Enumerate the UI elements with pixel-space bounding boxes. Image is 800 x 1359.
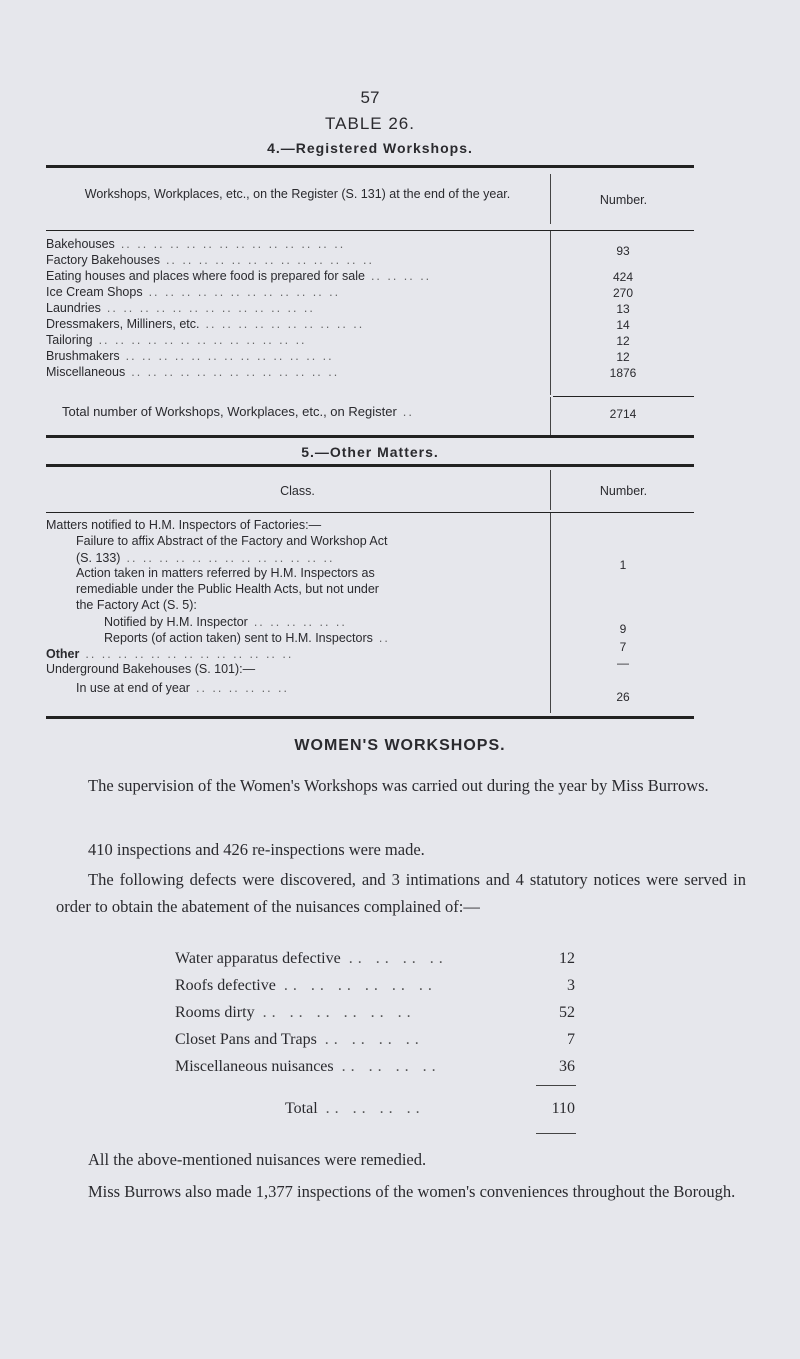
value-bakehouses: 93 [616, 244, 630, 258]
womens-paragraph-supervision: The supervision of the Women's Workshops was carried out during the year by Miss Burrows. [88, 776, 709, 795]
row-brushmakers [46, 348, 546, 364]
section5-title: 5.—Other Matters. [301, 444, 439, 460]
section5-top-rule [46, 464, 694, 467]
leader-dots: .. .. .. .. .. .. .. .. .. .. .. .. .. [125, 349, 334, 363]
value-miscellaneous: 1876 [609, 366, 637, 380]
defect-value: 3 [567, 977, 575, 994]
leader-dots: .. [402, 404, 415, 419]
section5-header-class: Class. [280, 484, 315, 498]
leader-dots: .. .. .. .. .. .. .. .. .. .. .. .. .. [131, 365, 340, 379]
s5-row-reports [104, 630, 546, 646]
defects-sum-rule [536, 1085, 576, 1086]
womens-paragraph-inspections: 410 inspections and 426 re-inspections were made. [88, 840, 425, 859]
total-value: 110 [551, 1100, 575, 1117]
leader-dots: .. .. .. .. .. .. .. .. .. .. .. .. .. [98, 333, 307, 347]
s5-row-notified [104, 614, 546, 630]
top-rule [46, 165, 694, 168]
row-label: Dressmakers, Milliners, etc. [46, 317, 200, 331]
leader-dots: .. .. .. .. .. .. [262, 1004, 416, 1021]
row-label: Bakehouses [46, 237, 115, 251]
defect-value: 52 [559, 1004, 575, 1021]
s5-line-remediable: remediable under the Public Health Acts, but not under [76, 582, 379, 596]
defect-label: Roofs defective [175, 977, 276, 994]
leader-dots: .. .. .. .. .. .. [283, 977, 437, 994]
row-label: Other [46, 647, 80, 661]
section4-title: 4.—Registered Workshops. [267, 140, 473, 156]
value-brushmakers: 12 [616, 350, 630, 364]
section4-end-rule [46, 435, 694, 438]
s5-line-matters: Matters notified to H.M. Inspectors of Factories:— [46, 518, 322, 532]
section5-end-rule [46, 716, 694, 719]
s5-row-in-use [76, 680, 546, 696]
header-rule [46, 230, 694, 231]
leader-dots: .. .. .. .. .. .. .. .. .. .. .. .. .. [106, 301, 315, 315]
row-label: Eating houses and places where food is prepared for sale [46, 269, 365, 283]
row-label: Reports (of action taken) sent to H.M. Inspectors [104, 631, 373, 645]
value-notified: 9 [619, 622, 627, 636]
row-label: Factory Bakehouses [46, 253, 160, 267]
defect-value: 36 [559, 1058, 575, 1075]
s5-line-underground: Underground Bakehouses (S. 101):— [46, 662, 256, 676]
leader-dots: .. .. .. .. [370, 269, 432, 283]
row-bakehouses [46, 236, 546, 252]
s5-line-action: Action taken in matters referred by H.M. Inspectors as [76, 566, 375, 580]
row-label: Laundries [46, 301, 101, 315]
value-laundries: 13 [616, 302, 630, 316]
leader-dots: .. .. .. .. .. .. [195, 681, 290, 695]
row-label: (S. 133) [76, 551, 121, 565]
s5-line-failure: Failure to affix Abstract of the Factory and Workshop Act [76, 534, 388, 548]
row-label: Miscellaneous [46, 365, 126, 379]
section4-header-desc: Workshops, Workplaces, etc., on the Register (S. 131) at the end of the year. [84, 187, 511, 201]
row-dressmakers [46, 316, 546, 332]
defect-total [285, 1098, 575, 1120]
defect-label: Miscellaneous nuisances [175, 1058, 334, 1075]
row-miscellaneous [46, 364, 546, 380]
leader-dots: .. .. .. .. .. .. .. .. .. .. [205, 317, 365, 331]
leader-dots: .. .. .. .. [325, 1100, 425, 1117]
defect-closet [175, 1029, 575, 1051]
defect-value: 12 [559, 950, 575, 967]
page-number: 57 [360, 88, 380, 107]
section5-header-divider [550, 470, 551, 510]
defects-total-rule [536, 1133, 576, 1134]
value-in-use: 26 [616, 690, 630, 704]
leader-dots: .. .. .. .. .. .. .. .. .. .. .. .. [148, 285, 341, 299]
defect-value: 7 [567, 1031, 575, 1048]
womens-paragraph-defects: The following defects were discovered, and 3 intimations and 4 statutory notices were served in order to obtain the abatement of the nuisances complained of:— [56, 870, 746, 916]
row-tailoring [46, 332, 546, 348]
value-s133: 1 [619, 558, 627, 572]
leader-dots: .. .. .. .. .. .. [253, 615, 347, 629]
section5-header-number: Number. [599, 484, 648, 498]
row-label: In use at end of year [76, 681, 190, 695]
leader-dots: .. .. .. .. .. .. .. .. .. .. .. .. .. [126, 551, 335, 565]
row-total-workshops [62, 404, 550, 420]
total-divider [550, 397, 551, 435]
womens-paragraph-remedied: All the above-mentioned nuisances were remedied. [88, 1150, 427, 1169]
s5-row-other [46, 646, 546, 662]
section5-header-rule [46, 512, 694, 513]
total-label: Total number of Workshops, Workplaces, etc., on Register [62, 404, 397, 419]
leader-dots: .. .. .. .. .. .. .. .. .. .. .. .. .. [85, 647, 294, 661]
s5-line-factory-act: the Factory Act (S. 5): [76, 598, 197, 612]
value-other: — [617, 656, 629, 670]
defect-label: Closet Pans and Traps [175, 1031, 317, 1048]
value-ice-cream: 270 [612, 286, 634, 300]
leader-dots: .. .. .. .. [324, 1031, 424, 1048]
section4-body-divider [550, 231, 551, 395]
defect-label: Rooms dirty [175, 1004, 255, 1021]
section4-header-divider [550, 174, 551, 224]
total-label: Total [285, 1100, 318, 1117]
leader-dots: .. .. .. .. .. .. .. .. .. .. .. .. .. [165, 253, 374, 267]
value-eating-houses: 424 [612, 270, 634, 284]
section4-header-number: Number. [599, 193, 648, 207]
leader-dots: .. .. .. .. [341, 1058, 441, 1075]
defect-label: Water apparatus defective [175, 950, 341, 967]
defect-misc [175, 1056, 575, 1078]
row-label: Brushmakers [46, 349, 120, 363]
row-factory-bakehouses [46, 252, 546, 268]
value-tailoring: 12 [616, 334, 630, 348]
womens-paragraph-conveniences: Miss Burrows also made 1,377 inspections of the women's conveniences throughout the Borough. [88, 1182, 736, 1201]
row-eating-houses [46, 268, 546, 284]
leader-dots: .. .. .. .. .. .. .. .. .. .. .. .. .. .. [120, 237, 346, 251]
womens-heading: WOMEN'S WORKSHOPS. [294, 737, 506, 754]
row-label: Tailoring [46, 333, 93, 347]
leader-dots: .. .. .. .. [348, 950, 448, 967]
value-total-workshops: 2714 [609, 407, 637, 421]
table-title: TABLE 26. [325, 114, 415, 133]
defect-water [175, 948, 575, 970]
subtotal-rule [553, 396, 694, 397]
defect-rooms [175, 1002, 575, 1024]
section5-body-divider [550, 513, 551, 713]
row-label: Ice Cream Shops [46, 285, 143, 299]
row-label: Notified by H.M. Inspector [104, 615, 248, 629]
row-laundries [46, 300, 546, 316]
value-dressmakers: 14 [616, 318, 630, 332]
row-ice-cream [46, 284, 546, 300]
s5-row-s133 [76, 550, 546, 566]
defect-roofs [175, 975, 575, 997]
leader-dots: .. [378, 631, 390, 645]
value-reports: 7 [619, 640, 627, 654]
